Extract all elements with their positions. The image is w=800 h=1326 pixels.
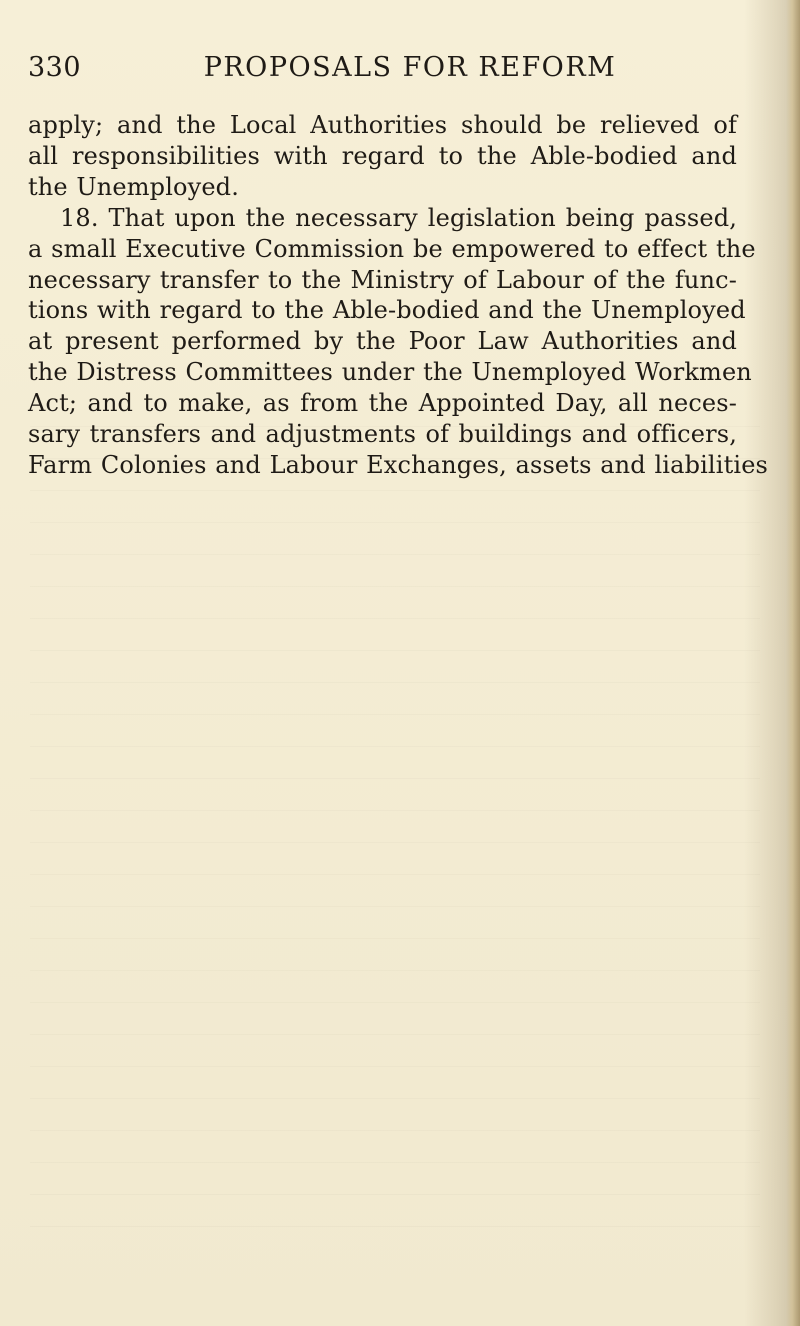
body-line-5: a small Executive Commission be empowered to effect the bbox=[28, 234, 756, 263]
body-line-3: the Unemployed. bbox=[28, 172, 239, 201]
body-line-1: apply; and the Local Authorities should be relieved of bbox=[28, 111, 737, 139]
page-number: 330 bbox=[28, 51, 82, 83]
body-line-6: necessary transfer to the Ministry of Labour of the func- bbox=[28, 265, 737, 294]
running-head: PROPOSALS FOR REFORM bbox=[203, 51, 617, 83]
body-text bbox=[28, 110, 769, 481]
body-line-4: 18. That upon the necessary legislation being passed, bbox=[60, 203, 737, 232]
page-edge bbox=[786, 0, 800, 1326]
body-line-10: Act; and to make, as from the Appointed Day, all neces- bbox=[28, 389, 737, 418]
body-line-8: at present performed by the Poor Law Authorities and bbox=[28, 327, 737, 356]
show-through-text bbox=[28, 395, 769, 1256]
body-line-12: Farm Colonies and Labour Exchanges, assets and liabilities bbox=[28, 450, 769, 479]
running-header bbox=[28, 46, 770, 88]
body-line-2: all responsibilities with regard to the Able-bodied and bbox=[28, 141, 737, 170]
body-line-9: the Distress Committees under the Unemployed Workmen bbox=[28, 358, 752, 387]
body-line-7: tions with regard to the Able-bodied and the Unemployed bbox=[28, 296, 746, 325]
body-line-11: sary transfers and adjustments of buildings and officers, bbox=[28, 420, 737, 449]
